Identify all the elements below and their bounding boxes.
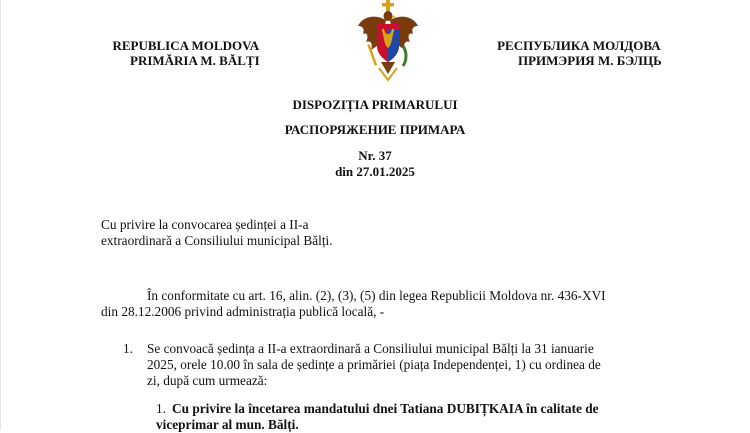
- header-right: [496, 38, 662, 68]
- agenda-item-1-line-2: viceprimar al mun. Bălți.: [156, 417, 299, 432]
- title-ro: DISPOZIȚIA PRIMARULUI: [292, 97, 458, 112]
- preamble-line-2: din 28.12.2006 privind administrația publică locală, -: [101, 304, 385, 319]
- item-1-line-2: 2025, orele 10.00 în sala de ședințe a primăriei (piața Independenței, 1) cu ordinea de: [147, 357, 601, 372]
- disposition-date: din 27.01.2025: [335, 164, 415, 179]
- agenda-item-1-number: 1.: [156, 401, 166, 416]
- header-left-institution: PRIMĂRIA M. BĂLȚI: [130, 53, 260, 68]
- header-left-country: REPUBLICA MOLDOVA: [112, 38, 260, 53]
- agenda-item-1-line-1: Cu privire la încetarea mandatului dnei Tatiana DUBIȚKAIA în calitate de: [172, 401, 599, 416]
- item-1-line-1: Se convoacă ședința a II-a extraordinară a Consiliului municipal Bălți la 31 ianuarie: [147, 341, 594, 356]
- header-right-country: РЕСПУБЛИКА МОЛДОВА: [497, 38, 661, 53]
- subject-line-1: Cu privire la convocarea ședinței a II-a: [101, 217, 309, 232]
- preamble-line-1: În conformitate cu art. 16, alin. (2), (3), (5) din legea Republicii Moldova nr. 436-XVI: [147, 288, 606, 303]
- disposition-number: Nr. 37: [358, 148, 392, 163]
- item-1-line-3: zi, după cum urmează:: [147, 373, 268, 388]
- header-right-institution: ПРИМЭРИЯ М. БЭЛЦЬ: [518, 53, 662, 68]
- title-ru: РАСПОРЯЖЕНИЕ ПРИМАРА: [284, 122, 466, 137]
- moldova-coat-of-arms-icon: [357, 0, 419, 84]
- subject-line-2: extraordinară a Consiliului municipal Bălți.: [101, 233, 333, 248]
- item-1-number: 1.: [123, 341, 133, 356]
- page-edge: [0, 0, 1, 430]
- header-left: [112, 38, 260, 68]
